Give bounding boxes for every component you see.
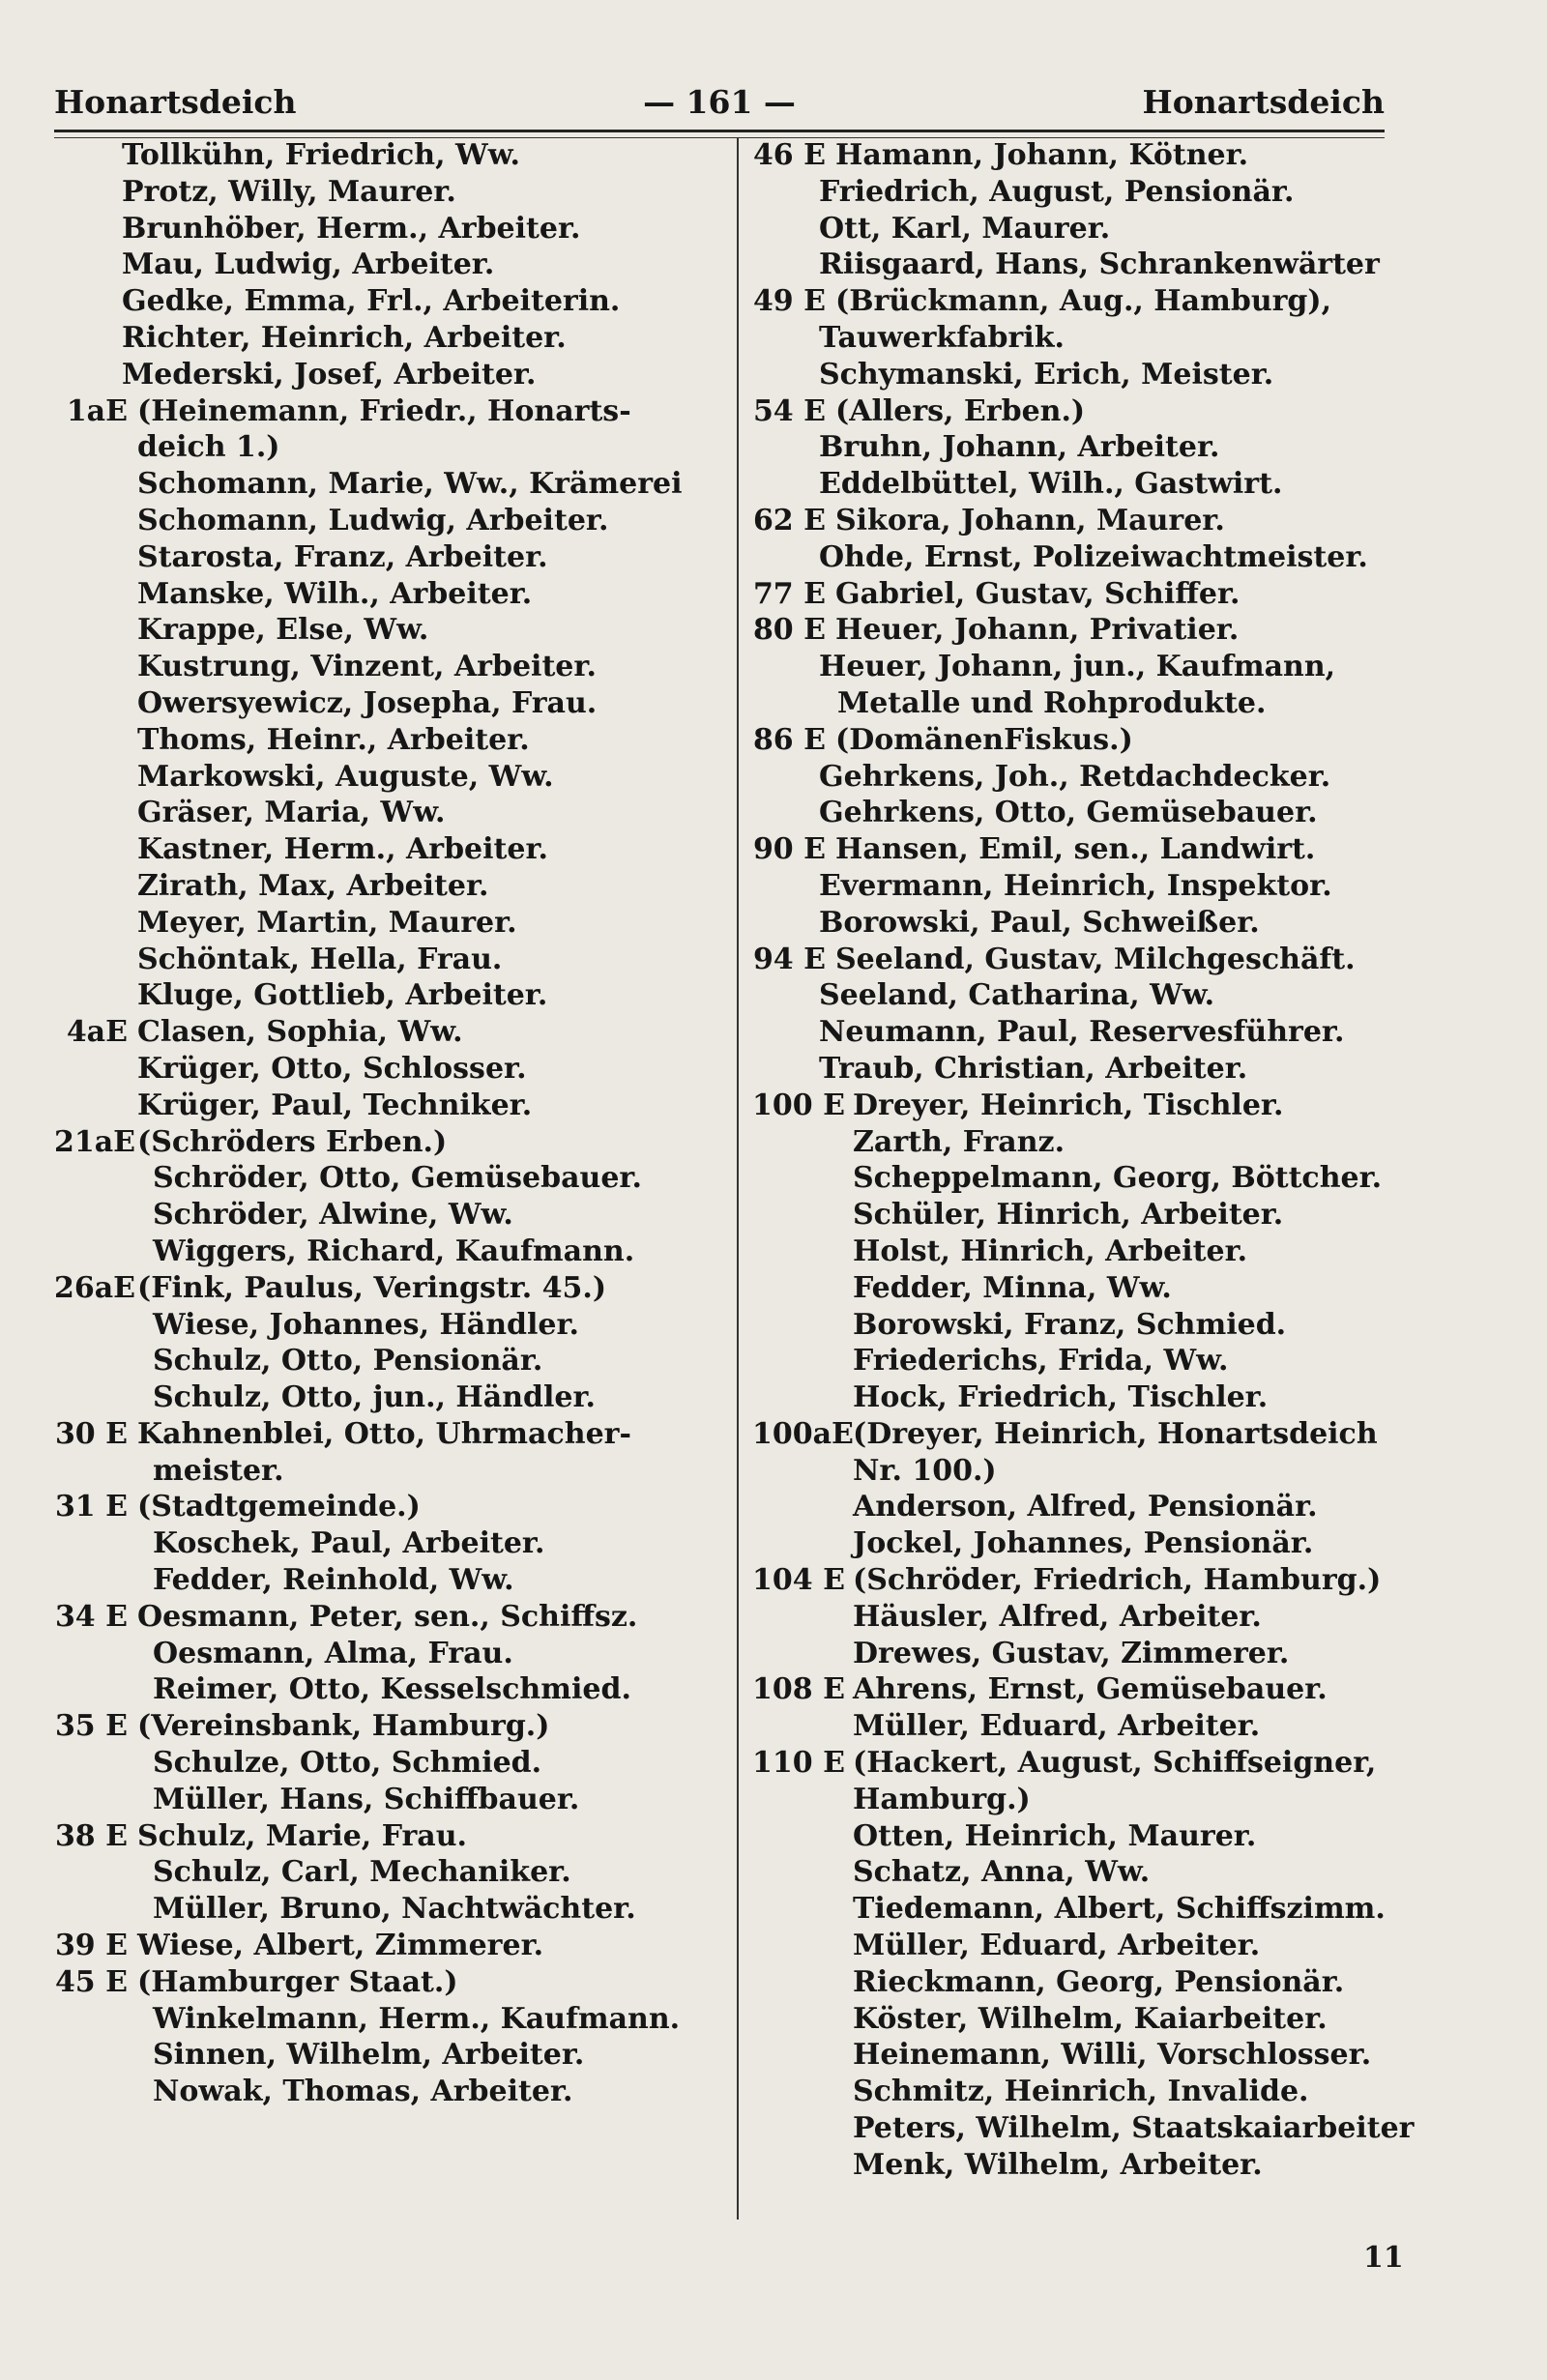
directory-entry xyxy=(54,174,721,211)
entry-text: Wiggers, Richard, Kaufmann. xyxy=(153,1234,635,1268)
house-number: 34 E xyxy=(54,1599,128,1634)
directory-entry xyxy=(752,1197,1419,1234)
entry-text: Hamann, Johann, Kötner. xyxy=(835,138,1249,172)
entry-text: Winkelmann, Herm., Kaufmann. xyxy=(153,2001,681,2036)
entry-text: Otten, Heinrich, Maurer. xyxy=(853,1818,1257,1853)
entry-text: Manske, Wilh., Arbeiter. xyxy=(137,576,533,611)
directory-entry xyxy=(752,1307,1419,1344)
directory-entry xyxy=(752,1234,1419,1270)
directory-entry xyxy=(752,466,1419,503)
directory-entry xyxy=(752,1160,1419,1197)
directory-entry xyxy=(752,1124,1419,1161)
house-number: 1aE xyxy=(66,393,128,428)
running-header xyxy=(54,83,1385,130)
directory-entry xyxy=(752,795,1419,831)
entry-text: Zirath, Max, Arbeiter. xyxy=(137,868,489,903)
entry-text: Häusler, Alfred, Arbeiter. xyxy=(853,1599,1262,1634)
directory-entry xyxy=(752,576,1419,613)
entry-text: Reimer, Otto, Kesselschmied. xyxy=(153,1672,631,1707)
entry-text: Markowski, Auguste, Ww. xyxy=(137,759,554,794)
entry-text: (Schröder, Friedrich, Hamburg.) xyxy=(853,1563,1382,1598)
directory-entry xyxy=(752,1343,1419,1379)
directory-entry xyxy=(752,722,1419,759)
entry-text: Dreyer, Heinrich, Tischler. xyxy=(853,1088,1284,1122)
left-column xyxy=(54,137,721,2110)
entry-text: Schmitz, Heinrich, Invalide. xyxy=(853,2075,1309,2109)
directory-entry xyxy=(752,2147,1419,2184)
directory-entry xyxy=(54,868,721,905)
entry-text: Friederichs, Frida, Ww. xyxy=(853,1344,1229,1379)
entry-text: Gabriel, Gustav, Schiffer. xyxy=(835,576,1241,611)
entry-text: (Stadtgemeinde.) xyxy=(137,1490,421,1524)
house-number: 100 E xyxy=(752,1088,845,1122)
directory-entry xyxy=(752,831,1419,868)
entry-text: Gehrkens, Otto, Gemüsebauer. xyxy=(819,796,1318,830)
directory-entry xyxy=(54,1234,721,1270)
house-number: 21aE xyxy=(54,1124,136,1159)
entry-text: Drewes, Gustav, Zimmerer. xyxy=(853,1636,1290,1670)
entry-text: Sinnen, Wilhelm, Arbeiter. xyxy=(153,2038,585,2073)
directory-entry xyxy=(752,2074,1419,2110)
directory-entry xyxy=(54,1891,721,1928)
directory-entry xyxy=(752,2110,1419,2147)
directory-entry xyxy=(752,1270,1419,1307)
entry-text: (DomänenFiskus.) xyxy=(835,722,1133,757)
entry-text: Clasen, Sophia, Ww. xyxy=(137,1015,463,1050)
entry-text: Schöntak, Hella, Frau. xyxy=(137,942,503,976)
directory-entry xyxy=(54,283,721,320)
entry-text: Krüger, Paul, Techniker. xyxy=(137,1088,533,1122)
entry-text: Tauwerkfabrik. xyxy=(819,320,1065,355)
entry-text: Mederski, Josef, Arbeiter. xyxy=(122,357,537,392)
entry-text: (Vereinsbank, Hamburg.) xyxy=(137,1709,550,1744)
entry-text: Müller, Eduard, Arbeiter. xyxy=(853,1709,1261,1744)
directory-entry xyxy=(752,1818,1419,1855)
entry-text: Nr. 100.) xyxy=(853,1453,997,1488)
directory-entry xyxy=(752,868,1419,905)
house-number: 26aE xyxy=(54,1270,136,1305)
directory-entry xyxy=(752,320,1419,357)
entry-text: Müller, Hans, Schiffbauer. xyxy=(153,1782,580,1816)
entry-text: deich 1.) xyxy=(137,430,280,465)
directory-entry xyxy=(54,503,721,539)
directory-entry xyxy=(752,1416,1419,1453)
house-number: 39 E xyxy=(54,1929,128,1963)
directory-entry xyxy=(752,429,1419,466)
directory-entry xyxy=(752,2037,1419,2074)
entry-text: Rieckmann, Georg, Pensionär. xyxy=(853,1964,1345,1999)
directory-entry xyxy=(54,942,721,978)
entry-text: Krappe, Else, Ww. xyxy=(137,613,429,648)
directory-entry xyxy=(54,466,721,503)
entry-text: Oesmann, Alma, Frau. xyxy=(153,1636,513,1670)
directory-entry xyxy=(54,2001,721,2038)
entry-text: Thoms, Heinr., Arbeiter. xyxy=(137,722,530,757)
entry-text: (Fink, Paulus, Veringstr. 45.) xyxy=(137,1270,607,1305)
house-number: 4aE xyxy=(66,1015,128,1050)
directory-entry xyxy=(752,685,1419,722)
directory-entry xyxy=(54,1343,721,1379)
entry-text: Ott, Karl, Maurer. xyxy=(819,211,1111,246)
directory-entry xyxy=(752,1928,1419,1964)
directory-entry xyxy=(752,942,1419,978)
entry-text: Schomann, Ludwig, Arbeiter. xyxy=(137,503,609,537)
directory-entry xyxy=(54,1160,721,1197)
directory-entry xyxy=(54,1197,721,1234)
directory-entry xyxy=(752,649,1419,685)
house-number: 86 E xyxy=(752,722,826,757)
house-number: 94 E xyxy=(752,942,826,976)
directory-entry xyxy=(54,831,721,868)
house-number: 80 E xyxy=(752,613,826,648)
directory-entry xyxy=(752,1088,1419,1124)
entry-text: Schröder, Alwine, Ww. xyxy=(153,1198,513,1233)
entry-text: Bruhn, Johann, Arbeiter. xyxy=(819,430,1220,465)
directory-entry xyxy=(54,1453,721,1490)
directory-entry xyxy=(752,1708,1419,1745)
entry-text: Metalle und Rohprodukte. xyxy=(837,685,1267,720)
directory-entry xyxy=(752,174,1419,211)
house-number: 77 E xyxy=(752,576,826,611)
directory-entry xyxy=(54,795,721,831)
directory-entry xyxy=(54,1599,721,1636)
directory-entry xyxy=(752,1379,1419,1416)
house-number: 62 E xyxy=(752,503,826,537)
directory-entry xyxy=(54,1708,721,1745)
entry-text: (Schröders Erben.) xyxy=(137,1124,448,1159)
entry-text: Kluge, Gottlieb, Arbeiter. xyxy=(137,978,548,1013)
directory-entry xyxy=(54,429,721,466)
entry-text: Kustrung, Vinzent, Arbeiter. xyxy=(137,650,597,684)
directory-entry xyxy=(54,357,721,393)
entry-text: Schröder, Otto, Gemüsebauer. xyxy=(153,1161,642,1196)
entry-text: Menk, Wilhelm, Arbeiter. xyxy=(853,2147,1263,2182)
entry-text: (Allers, Erben.) xyxy=(835,393,1086,428)
entry-text: Oesmann, Peter, sen., Schiffsz. xyxy=(137,1599,638,1634)
directory-entry xyxy=(54,1636,721,1672)
directory-entry xyxy=(752,1782,1419,1818)
entry-text: Owersyewicz, Josepha, Frau. xyxy=(137,685,598,720)
house-number: 54 E xyxy=(752,393,826,428)
header-street-left: Honartsdeich xyxy=(54,83,297,121)
house-number: 30 E xyxy=(54,1416,128,1451)
directory-entry xyxy=(54,1489,721,1525)
entry-text: Sikora, Johann, Maurer. xyxy=(835,503,1225,537)
entry-text: Hock, Friedrich, Tischler. xyxy=(853,1380,1269,1415)
entry-text: Nowak, Thomas, Arbeiter. xyxy=(153,2075,573,2109)
entry-text: Koschek, Paul, Arbeiter. xyxy=(153,1526,545,1561)
directory-entry xyxy=(752,977,1419,1014)
directory-entry xyxy=(54,649,721,685)
entry-text: Schomann, Marie, Ww., Krämerei xyxy=(137,467,683,502)
entry-text: Schulz, Otto, Pensionär. xyxy=(153,1344,543,1379)
directory-entry xyxy=(54,1124,721,1161)
entry-text: Brunhöber, Herm., Arbeiter. xyxy=(122,211,581,246)
directory-entry xyxy=(752,283,1419,320)
house-number: 35 E xyxy=(54,1709,128,1744)
directory-entry xyxy=(752,612,1419,649)
directory-entry xyxy=(752,1489,1419,1525)
entry-text: Fedder, Minna, Ww. xyxy=(853,1270,1172,1305)
entry-text: Holst, Hinrich, Arbeiter. xyxy=(853,1234,1248,1268)
entry-text: Scheppelmann, Georg, Böttcher. xyxy=(853,1161,1383,1196)
entry-text: Richter, Heinrich, Arbeiter. xyxy=(122,320,567,355)
directory-entry xyxy=(752,1453,1419,1490)
directory-entry xyxy=(752,1051,1419,1088)
entry-text: Tollkühn, Friedrich, Ww. xyxy=(122,138,520,172)
entry-text: Evermann, Heinrich, Inspektor. xyxy=(819,868,1332,903)
directory-entry xyxy=(54,247,721,283)
entry-text: Starosta, Franz, Arbeiter. xyxy=(137,539,548,574)
entry-text: Seeland, Gustav, Milchgeschäft. xyxy=(835,942,1356,976)
entry-text: Neumann, Paul, Reservesführer. xyxy=(819,1015,1345,1050)
directory-entry xyxy=(54,1964,721,2001)
right-column xyxy=(752,137,1419,2184)
sheet-number: 11 xyxy=(1363,2241,1404,2275)
directory-entry xyxy=(54,2074,721,2110)
entry-text: (Hamburger Staat.) xyxy=(137,1964,458,1999)
entry-text: Meyer, Martin, Maurer. xyxy=(137,905,517,940)
directory-entry xyxy=(54,1928,721,1964)
directory-entry xyxy=(54,1854,721,1891)
entry-text: Fedder, Reinhold, Ww. xyxy=(153,1563,514,1598)
directory-entry xyxy=(54,1818,721,1855)
house-number: 46 E xyxy=(752,138,826,172)
directory-entry xyxy=(54,905,721,942)
entry-text: Schatz, Anna, Ww. xyxy=(853,1855,1151,1890)
entry-text: Krüger, Otto, Schlosser. xyxy=(137,1051,527,1086)
entry-text: Tiedemann, Albert, Schiffszimm. xyxy=(853,1892,1386,1927)
directory-entry xyxy=(54,1088,721,1124)
directory-entry xyxy=(752,1745,1419,1782)
entry-text: Köster, Wilhelm, Kaiarbeiter. xyxy=(853,2001,1328,2036)
entry-text: Schüler, Hinrich, Arbeiter. xyxy=(853,1198,1284,1233)
entry-text: Kastner, Herm., Arbeiter. xyxy=(137,832,548,867)
directory-entry xyxy=(752,1525,1419,1562)
directory-entry xyxy=(752,137,1419,174)
directory-entry xyxy=(54,1307,721,1344)
directory-entry xyxy=(752,2001,1419,2038)
entry-text: Wiese, Johannes, Händler. xyxy=(153,1307,580,1342)
directory-entry xyxy=(54,1014,721,1051)
directory-entry xyxy=(54,211,721,247)
entry-text: Gräser, Maria, Ww. xyxy=(137,796,446,830)
entry-text: (Heinemann, Friedr., Honarts- xyxy=(137,393,631,428)
directory-entry xyxy=(752,759,1419,796)
house-number: 38 E xyxy=(54,1818,128,1853)
directory-entry xyxy=(752,1671,1419,1708)
directory-entry xyxy=(752,247,1419,283)
directory-entry xyxy=(54,1416,721,1453)
directory-entry xyxy=(54,320,721,357)
directory-entry xyxy=(752,357,1419,393)
entry-text: Heuer, Johann, jun., Kaufmann, xyxy=(819,650,1336,684)
entry-text: Gehrkens, Joh., Retdachdecker. xyxy=(819,759,1331,794)
entry-text: Traub, Christian, Arbeiter. xyxy=(819,1051,1248,1086)
entry-text: Müller, Eduard, Arbeiter. xyxy=(853,1929,1261,1963)
entry-text: Kahnenblei, Otto, Uhrmacher- xyxy=(137,1416,631,1451)
entry-text: Heinemann, Willi, Vorschlosser. xyxy=(853,2038,1372,2073)
entry-text: Schulze, Otto, Schmied. xyxy=(153,1746,542,1781)
directory-entry xyxy=(54,1270,721,1307)
header-rule-thick xyxy=(54,130,1385,132)
house-number: 104 E xyxy=(752,1563,845,1598)
house-number: 49 E xyxy=(752,284,826,319)
house-number: 108 E xyxy=(752,1672,845,1707)
directory-entry xyxy=(54,1671,721,1708)
house-number: 45 E xyxy=(54,1964,128,1999)
entry-text: Mau, Ludwig, Arbeiter. xyxy=(122,247,495,282)
entry-text: Hansen, Emil, sen., Landwirt. xyxy=(835,832,1316,867)
entry-text: Peters, Wilhelm, Staatskaiarbeiter xyxy=(853,2111,1415,2146)
entry-text: Eddelbüttel, Wilh., Gastwirt. xyxy=(819,467,1283,502)
directory-entry xyxy=(54,612,721,649)
directory-entry xyxy=(752,393,1419,430)
directory-entry xyxy=(54,1525,721,1562)
directory-entry xyxy=(752,1891,1419,1928)
entry-text: Müller, Bruno, Nachtwächter. xyxy=(153,1892,636,1927)
house-number: 110 E xyxy=(752,1746,845,1781)
entry-text: Schulz, Marie, Frau. xyxy=(137,1818,467,1853)
entry-text: Zarth, Franz. xyxy=(853,1124,1065,1159)
directory-entry xyxy=(752,539,1419,576)
directory-entry xyxy=(54,1782,721,1818)
entry-text: Schymanski, Erich, Meister. xyxy=(819,357,1274,392)
entry-text: Seeland, Catharina, Ww. xyxy=(819,978,1215,1013)
directory-entry xyxy=(54,393,721,430)
entry-text: (Dreyer, Heinrich, Honartsdeich xyxy=(853,1416,1378,1451)
directory-entry xyxy=(54,1745,721,1782)
directory-entry xyxy=(54,759,721,796)
entry-text: Anderson, Alfred, Pensionär. xyxy=(853,1490,1318,1524)
entry-text: (Hackert, August, Schiffseigner, xyxy=(853,1746,1377,1781)
entry-text: Protz, Willy, Maurer. xyxy=(122,174,456,209)
entry-text: Heuer, Johann, Privatier. xyxy=(835,613,1240,648)
entry-text: (Brückmann, Aug., Hamburg), xyxy=(835,284,1332,319)
directory-entry xyxy=(752,1014,1419,1051)
directory-entry xyxy=(752,1599,1419,1636)
directory-entry xyxy=(54,576,721,613)
entry-text: Borowski, Paul, Schweißer. xyxy=(819,905,1260,940)
entry-text: meister. xyxy=(153,1453,284,1488)
directory-entry xyxy=(54,1379,721,1416)
directory-entry xyxy=(752,905,1419,942)
entry-text: Borowski, Franz, Schmied. xyxy=(853,1307,1287,1342)
entry-text: Friedrich, August, Pensionär. xyxy=(819,174,1295,209)
column-divider xyxy=(737,137,739,2220)
directory-entry xyxy=(54,137,721,174)
directory-entry xyxy=(752,1562,1419,1599)
entry-text: Hamburg.) xyxy=(853,1782,1031,1816)
entry-text: Gedke, Emma, Frl., Arbeiterin. xyxy=(122,284,621,319)
directory-entry xyxy=(54,2037,721,2074)
house-number: 90 E xyxy=(752,832,826,867)
entry-text: Riisgaard, Hans, Schrankenwärter xyxy=(819,247,1380,282)
directory-entry xyxy=(752,1964,1419,2001)
directory-entry xyxy=(54,685,721,722)
directory-entry xyxy=(752,1636,1419,1672)
entry-text: Ohde, Ernst, Polizeiwachtmeister. xyxy=(819,539,1368,574)
house-number: 100aE xyxy=(752,1416,854,1451)
directory-entry xyxy=(54,539,721,576)
entry-text: Ahrens, Ernst, Gemüsebauer. xyxy=(853,1672,1328,1707)
house-number: 31 E xyxy=(54,1490,128,1524)
entry-text: Schulz, Otto, jun., Händler. xyxy=(153,1380,596,1415)
directory-entry xyxy=(752,211,1419,247)
directory-entry xyxy=(54,977,721,1014)
entry-text: Jockel, Johannes, Pensionär. xyxy=(853,1526,1314,1561)
directory-entry xyxy=(752,1854,1419,1891)
page-number: — 161 — xyxy=(643,83,796,121)
directory-entry xyxy=(54,1051,721,1088)
entry-text: Schulz, Carl, Mechaniker. xyxy=(153,1855,571,1890)
directory-entry xyxy=(54,722,721,759)
entry-text: Wiese, Albert, Zimmerer. xyxy=(137,1929,544,1963)
header-street-right: Honartsdeich xyxy=(1142,83,1385,121)
directory-entry xyxy=(752,503,1419,539)
directory-entry xyxy=(54,1562,721,1599)
